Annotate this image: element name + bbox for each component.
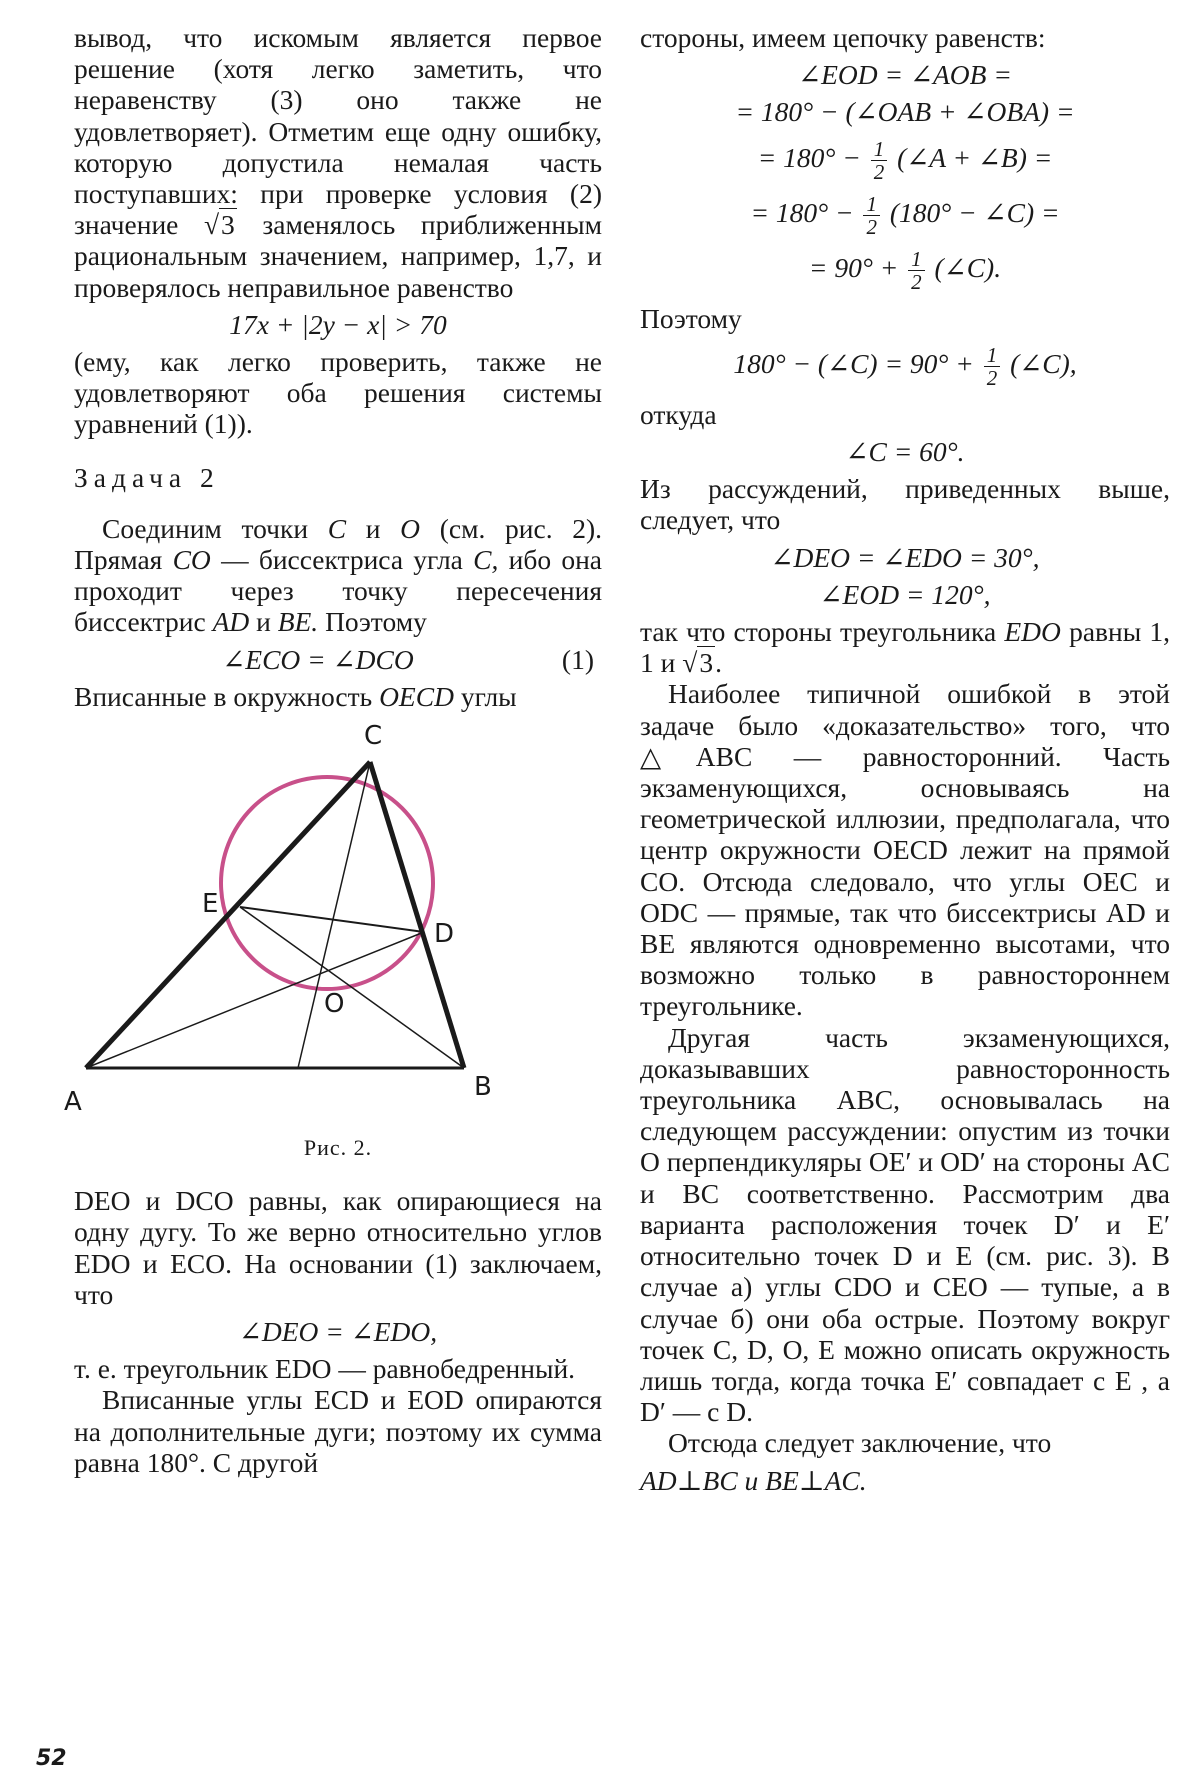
equation: ∠EOD = 120°, xyxy=(819,578,991,610)
paragraph: стороны, имеем цепочку равенств: xyxy=(640,22,1046,53)
section-heading: Задача 2 xyxy=(74,461,220,493)
paragraph: Вписанные в окружность OECD углы xyxy=(74,680,517,712)
label-o: O xyxy=(324,989,345,1020)
equation: ∠DEO = ∠EDO, xyxy=(238,1316,438,1348)
paragraph: т. е. треугольник EDO — равнобедренный. xyxy=(74,1353,576,1385)
paragraph: Другая часть экзаменующихся, доказывавших равносторонность треугольника ABC, основывалась на следующем рассуждении: опустим из точки O перпендикуляры OE′ и OD′ на стороны AC и BC соответственно. Рассмотрим два варианта расположения точек D′ и E′ относительно точек D и E (см. рис. 3). В случае а) углы CDO и CEO — тупые, а в случае б) они оба острые. Поэтому вокруг точек C, D, O, E можно описать окружность лишь тогда, когда точка E′ совпадает с E , а D′ — с D. xyxy=(640,1021,1170,1428)
equation: AD⊥BC и BE⊥AC. xyxy=(640,1464,867,1496)
paragraph: вывод, что искомым является первое решение (хотя легко заметить, что неравенству (3) оно также не удовлетворяет). Отметим еще одну ошибку, которую допустила немалая часть поступавших: при проверке условия (2) значение √3 заменялось приближенным рациональным значением, например, 1,7, и проверялось неправильное равенство xyxy=(74,22,602,303)
equation: = 180° − $\frac{1}{2}$ (∠A + ∠B) = xyxy=(757,136,1053,184)
paragraph: Отсюда следует заключение, что xyxy=(668,1427,1052,1459)
sqrt-symbol: √3 xyxy=(203,209,235,241)
sqrt-symbol: √3 xyxy=(682,647,714,679)
fraction: $\frac{1}{2}$ xyxy=(984,344,1001,389)
equation: 17x + |2y − x| > 70 xyxy=(229,308,447,340)
paragraph: Из рассуждений, приведенных выше, следует, что xyxy=(640,473,1170,536)
segment-ed xyxy=(240,907,424,932)
figure-caption: Рис. 2. xyxy=(303,1135,373,1161)
paragraph: Наиболее типичной ошибкой в этой задаче было «доказательство» того, что △ABC — равносторонний. Часть экзаменующихся, основываясь на геометрической иллюзии, предполагала, что центр окружности OECD лежит на прямой CO. Отсюда следовало, что углы OEC и ODC — прямые, так что биссектрисы AD и BE являются одновременно высотами, что возможно только в равностороннем треугольнике. xyxy=(640,678,1170,1022)
bisector-ad xyxy=(86,932,424,1068)
bisector-co xyxy=(298,762,370,1068)
fraction: $\frac{1}{2}$ xyxy=(871,138,888,183)
equation: ∠EOD = ∠AOB = xyxy=(798,59,1012,91)
side-bc xyxy=(370,762,464,1068)
paragraph: так что стороны треугольника EDO равны 1, 1 и √3. xyxy=(640,616,1170,679)
right-column xyxy=(640,22,1170,1502)
equation: 180° − (∠C) = 90° + $\frac{1}{2}$ (∠C), xyxy=(733,342,1077,390)
paragraph: DEO и DCO равны, как опирающиеся на одну дугу. То же верно относительно углов EDO и ECO. На основании (1) заключаем, что xyxy=(74,1185,602,1310)
paragraph: Поэтому xyxy=(640,302,742,334)
figure-2 xyxy=(64,712,602,1122)
label-c: C xyxy=(364,721,383,752)
side-ac xyxy=(86,762,370,1068)
equation: ∠C = 60°. xyxy=(845,436,965,468)
equation: = 90° + $\frac{1}{2}$ (∠C). xyxy=(808,246,1002,294)
paragraph: (ему, как легко проверить, также не удовлетворяют оба решения системы уравнений (1)). xyxy=(74,346,602,440)
equation: = 180° − $\frac{1}{2}$ (180° − ∠C) = xyxy=(750,191,1060,239)
paragraph: Вписанные углы ECD и EOD опираются на дополнительные дуги; поэтому их сумма равна 180°. С другой xyxy=(74,1384,602,1478)
label-e: E xyxy=(202,889,219,920)
equation-numbered: ∠ECO = ∠DCO (1) xyxy=(74,644,602,675)
label-d: D xyxy=(434,919,455,950)
fraction: $\frac{1}{2}$ xyxy=(908,248,925,293)
equation: = 180° − (∠OAB + ∠OBA) = xyxy=(735,96,1075,128)
paragraph: откуда xyxy=(640,398,717,430)
left-column xyxy=(64,22,603,1478)
label-b: B xyxy=(474,1072,492,1103)
label-a: A xyxy=(64,1087,82,1118)
bisector-be xyxy=(240,907,464,1068)
fraction: $\frac{1}{2}$ xyxy=(863,193,880,238)
equation-number: (1) xyxy=(561,643,594,675)
page-number: 52 xyxy=(36,1746,67,1771)
equation: ∠DEO = ∠EDO = 30°, xyxy=(770,541,1040,573)
paragraph: Соединим точки C и O (см. рис. 2). Прямая CO — биссектриса угла C, ибо она проходит через точку пересечения биссектрис AD и BE. Поэтому xyxy=(74,512,603,638)
